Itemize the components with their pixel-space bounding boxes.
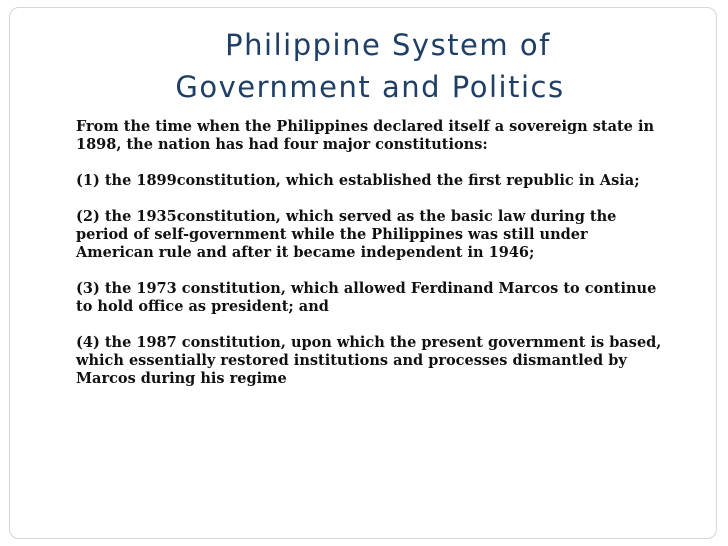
constitution-item-1899: (1) the 1899constitution, which established the first republic in Asia; bbox=[76, 172, 640, 189]
constitution-item-1973: (3) the 1973 constitution, which allowed Ferdinand Marcos to continue to hold office as president; and bbox=[76, 280, 657, 315]
slide-title-line-2: Government and Politics bbox=[175, 70, 565, 104]
constitution-item-1987: (4) the 1987 constitution, upon which the present government is based, which essentially restored institutions and processes dismantled by Marcos during his regime bbox=[76, 334, 662, 387]
slide-title bbox=[120, 24, 620, 108]
slide-title-line-1: Philippine System of bbox=[225, 28, 551, 62]
constitution-item-1935: (2) the 1935constitution, which served as the basic law during the period of self-government while the Philippines was still under American rule and after it became independent in 1946; bbox=[76, 208, 617, 261]
intro-paragraph: From the time when the Philippines declared itself a sovereign state in 1898, the nation has had four major constitutions: bbox=[76, 118, 655, 153]
slide-body bbox=[76, 118, 666, 406]
